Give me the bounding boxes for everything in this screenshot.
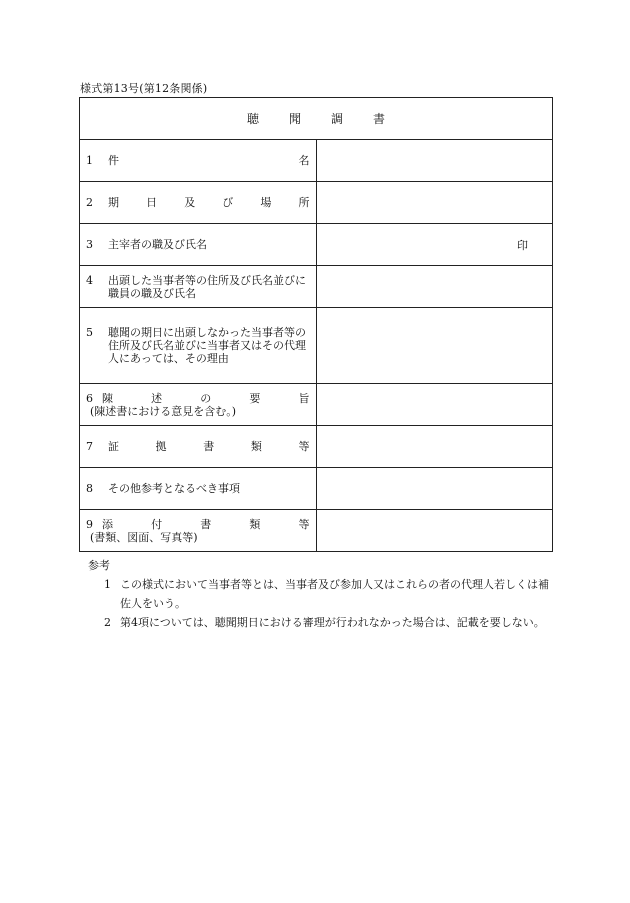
row-value-cell[interactable]: [316, 510, 553, 552]
table-row: [80, 266, 553, 308]
row-label-cell: [80, 224, 317, 266]
table-row: [80, 308, 553, 384]
row-label-cell: [80, 426, 317, 468]
row-label-cell: [80, 182, 317, 224]
row-label: 件 名: [108, 154, 310, 167]
row-label: 聴聞の期日に出頭しなかった当事者等の住所及び氏名並びに当事者又はその代理人にあっては、その理由: [108, 326, 306, 365]
seal-mark: 印: [517, 238, 528, 252]
title-row: [80, 98, 553, 140]
row-value-cell[interactable]: [316, 308, 553, 384]
table-row: [80, 384, 553, 426]
row-value-cell[interactable]: [316, 468, 553, 510]
row-label-cell: [80, 266, 317, 308]
row-value-cell[interactable]: [316, 266, 553, 308]
notes-heading: 参考: [88, 559, 110, 572]
reference-notes: [88, 556, 558, 632]
row-number: 9: [86, 517, 93, 531]
row-number: 8: [86, 482, 93, 495]
row-value-cell[interactable]: [316, 224, 553, 266]
form-number-label: 様式第13号(第12条関係): [80, 82, 208, 95]
form-title: 聴聞調書: [246, 112, 415, 126]
row-sublabel: (書類、図面、写真等): [90, 530, 198, 544]
row-value-cell[interactable]: [316, 384, 553, 426]
row-value-cell[interactable]: [316, 140, 553, 182]
row-number: 1: [86, 154, 93, 167]
row-value-cell[interactable]: [316, 426, 553, 468]
row-label: その他参考となるべき事項: [108, 482, 240, 495]
row-sublabel: (陳述書における意見を含む。): [90, 404, 237, 418]
table-row: [80, 140, 553, 182]
row-number: 7: [86, 440, 93, 453]
row-number: 5: [86, 326, 93, 339]
note-number: 1: [104, 578, 111, 591]
row-label: 証 拠 書 類 等: [108, 440, 310, 453]
note-item: [94, 575, 558, 613]
table-row: [80, 468, 553, 510]
row-label: 期 日 及 び 場 所: [108, 196, 310, 209]
row-label-cell: [80, 308, 317, 384]
row-number: 6: [86, 391, 93, 405]
row-number: 4: [86, 273, 93, 287]
row-label-cell: [80, 510, 317, 552]
table-row: [80, 224, 553, 266]
row-label: 出頭した当事者等の住所及び氏名並びに職員の職及び氏名: [108, 273, 306, 300]
note-text: 第4項については、聴聞期日における審理が行われなかった場合は、記載を要しない。: [120, 616, 545, 629]
note-item: [94, 613, 558, 632]
row-value-cell[interactable]: [316, 182, 553, 224]
table-row: [80, 510, 553, 552]
title-cell: [80, 98, 553, 140]
table-row: [80, 426, 553, 468]
row-label-cell: [80, 468, 317, 510]
row-label: 主宰者の職及び氏名: [108, 238, 207, 251]
row-label: 添 付 書 類 等: [102, 517, 310, 531]
row-label: 陳 述 の 要 旨: [102, 391, 310, 405]
hearing-record-form: [79, 97, 553, 552]
row-number: 3: [86, 238, 93, 251]
note-number: 2: [104, 616, 111, 629]
note-text: この様式において当事者等とは、当事者及び参加人又はこれらの者の代理人若しくは補佐人をいう。: [120, 578, 549, 610]
row-label-cell: [80, 384, 317, 426]
row-number: 2: [86, 196, 93, 209]
row-label-cell: [80, 140, 317, 182]
table-row: [80, 182, 553, 224]
